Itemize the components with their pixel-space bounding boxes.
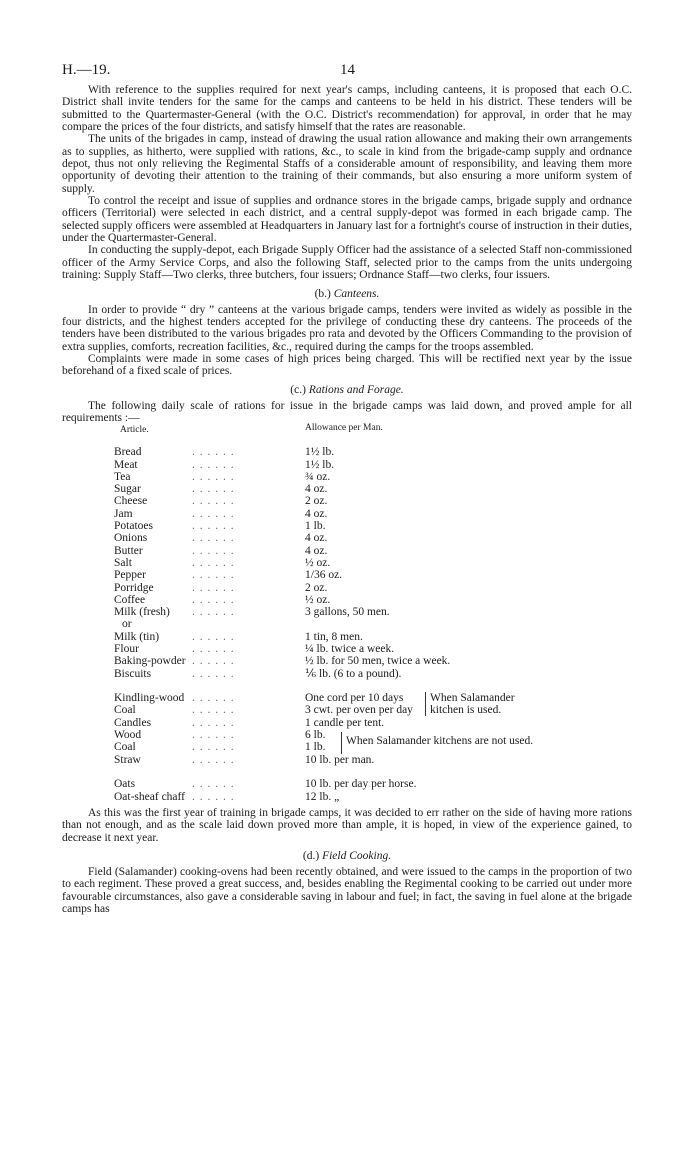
ration-allowance [305, 459, 595, 471]
ration-article: Pepper [114, 569, 146, 582]
ration-group-food [114, 446, 595, 618]
heading-title: Rations and Forage. [308, 383, 404, 396]
dot-leader: . . . . . . [192, 483, 235, 496]
dot-leader: . . . . . . [192, 643, 235, 655]
dot-leader: . . . . . . [192, 753, 235, 766]
ration-allowance-text: 2 oz. [305, 581, 328, 594]
dot-leader: . . . . . . [192, 655, 235, 668]
ration-allowance-text: ½ oz. [305, 556, 331, 569]
ration-row [114, 594, 595, 606]
paragraph: The following daily scale of rations for issue in the brigade camps was laid down, and proved ample for all requirements :— [62, 399, 632, 424]
intro-section [62, 84, 632, 282]
salamander-used-note: When Salamander kitchen is used. [425, 692, 540, 716]
ration-article: Candles [114, 716, 152, 729]
ration-allowance-text: ¼ lb. twice a week. [305, 643, 395, 655]
dot-leader: . . . . . . [192, 692, 235, 705]
ration-allowance-text: ½ oz. [305, 593, 331, 606]
ration-row [114, 495, 595, 507]
ration-article: Wood [114, 729, 142, 742]
ration-allowance [305, 717, 595, 729]
ration-article: Sugar [114, 483, 141, 496]
ration-row [114, 778, 595, 790]
ration-row [114, 508, 595, 520]
ration-allowance [305, 545, 595, 557]
ration-allowance [305, 495, 595, 507]
paragraph: Field (Salamander) cooking-ovens had been recently obtained, and were issued to the camps in the proportion of two to each regiment. These proved a great success, and, besides enabling the Regimental cooking to be carried out under more favourable circumstances, also gave a considerable saving in labour and fuel; in fact, the saving in fuel alone at the brigade camps has [62, 865, 632, 915]
ration-allowance-text: 4 oz. [305, 483, 328, 496]
ration-article: Potatoes [114, 520, 153, 533]
ration-allowance-text: 1½ lb. [305, 446, 335, 459]
ration-article: Salt [114, 556, 132, 569]
ration-allowance-text: 3 cwt. per oven per day [305, 704, 413, 717]
ration-scale-table [114, 424, 595, 803]
ration-article: Porridge [114, 581, 154, 594]
dot-leader: . . . . . . [192, 741, 235, 754]
ration-allowance-text: 10 lb. per day per horse. [305, 778, 417, 791]
ration-article: Tea [114, 470, 131, 483]
ration-article: Kindling-wood [114, 692, 185, 705]
ration-article: Oat-sheaf chaff [114, 790, 185, 803]
dot-leader: . . . . . . [192, 532, 235, 545]
canteens-heading [62, 288, 632, 300]
ration-article: Onions [114, 532, 148, 545]
page [62, 62, 632, 915]
ration-row [114, 655, 595, 667]
dot-leader: . . . . . . [192, 630, 235, 643]
ration-group-extra [114, 631, 595, 680]
ration-article: Baking-powder [114, 655, 186, 668]
ration-article: Milk (fresh) [114, 606, 170, 619]
paragraph: Complaints were made in some cases of high prices being charged. This will be rectified next year by the issue beforehand of a fixed scale of prices. [62, 352, 632, 378]
ration-allowance [305, 754, 595, 766]
ration-allowance-text: 1 tin, 8 men. [305, 630, 363, 643]
ration-allowance [305, 655, 595, 667]
ration-allowance-text: 4 oz. [305, 544, 328, 557]
ration-allowance-text: 2 oz. [305, 495, 328, 508]
ration-row [114, 668, 595, 680]
document-id: H.—19. [62, 62, 111, 78]
ration-allowance-text: 4 oz. [305, 507, 328, 520]
dot-leader: . . . . . . [192, 507, 235, 520]
ration-article: Straw [114, 753, 141, 766]
ration-allowance [305, 532, 595, 544]
ration-allowance-text: One cord per 10 days [305, 692, 404, 705]
ration-article: Butter [114, 544, 143, 557]
ration-allowance-text: ¾ oz. [305, 470, 331, 483]
ration-allowance-text: 1 candle per tent. [305, 716, 385, 729]
page-number: 14 [340, 62, 355, 78]
ration-row [114, 569, 595, 581]
ration-allowance-text: 12 lb. „ [305, 790, 340, 803]
rations-heading [62, 384, 632, 396]
ration-allowance [305, 508, 595, 520]
cooking-heading [62, 850, 632, 862]
ration-row [114, 545, 595, 557]
ration-allowance-text: 3 gallons, 50 men. [305, 606, 390, 619]
paragraph: In order to provide “ dry ” canteens at the various brigade camps, tenders were invited as widely as possible in the four districts, and the highest tenders accepted for the privilege of conducting these dry canteens. The proceeds of the tenders have been distributed to the various brigades pro rata and devoted by the Officers Commanding to the provision of extra supplies, comforts, recreation facilities, &c., required during the camps for the troops assembled. [62, 303, 632, 353]
paragraph: In conducting the supply-depot, each Brigade Supply Officer had the assistance of a selected Staff non-commissioned officer of the Army Service Corps, and also the following Staff, selected prior to the camps from the units undergoing training: Supply Staff—Two clerks, three butchers, four issuers; Ordnance Staff—two clerks, four issuers. [62, 244, 632, 282]
paragraph: To control the receipt and issue of supplies and ordnance stores in the brigade camps, brigade supply and ordnance officers (Territorial) were selected in each district, and a central supply-depot was formed in each brigade camp. The selected supply officers were assembled at Headquarters in January last for a fortnight's course of instruction in their duties, under the Quartermaster-General. [62, 195, 632, 245]
ration-row [114, 692, 595, 704]
ration-row [114, 483, 595, 495]
column-header-article: Article. [120, 425, 149, 436]
or-label: or [122, 618, 132, 631]
dot-leader: . . . . . . [192, 716, 235, 729]
ration-row [114, 459, 595, 471]
ration-row [114, 791, 595, 803]
ration-group-fuel [114, 692, 595, 766]
ration-allowance-text: 4 oz. [305, 532, 328, 545]
page-header [62, 62, 632, 84]
dot-leader: . . . . . . [192, 667, 235, 680]
heading-prefix: (b.) [314, 287, 331, 300]
ration-article: Cheese [114, 495, 148, 508]
dot-leader: . . . . . . [192, 581, 235, 594]
ration-article: Oats [114, 778, 136, 791]
ration-row [114, 754, 595, 766]
dot-leader: . . . . . . [192, 495, 235, 508]
ration-row [114, 471, 595, 483]
salamander-not-used-note: When Salamander kitchens are not used. [341, 732, 533, 754]
ration-row [114, 582, 595, 594]
ration-allowance-text: 1 lb. [305, 741, 326, 754]
ration-allowance [305, 594, 595, 606]
ration-row [114, 557, 595, 569]
ration-article: Bread [114, 446, 142, 459]
dot-leader: . . . . . . [192, 470, 235, 483]
ration-article: Biscuits [114, 667, 152, 680]
ration-allowance-text: ⅙ lb. (6 to a pound). [305, 667, 402, 680]
ration-allowance [305, 446, 595, 458]
ration-article: Flour [114, 643, 139, 655]
heading-title: Field Cooking. [322, 849, 392, 862]
ration-group-forage [114, 778, 595, 803]
column-header-allowance: Allowance per Man. [305, 423, 383, 434]
dot-leader: . . . . . . [192, 778, 235, 791]
ration-article: Milk (tin) [114, 630, 160, 643]
ration-allowance [305, 791, 595, 803]
ration-allowance [305, 557, 595, 569]
dot-leader: . . . . . . [192, 704, 235, 717]
ration-allowance-text: 6 lb. [305, 729, 326, 742]
heading-prefix: (d.) [302, 849, 320, 862]
ration-allowance [305, 668, 595, 680]
ration-row [114, 446, 595, 458]
ration-row [114, 631, 595, 643]
ration-allowance [305, 631, 595, 643]
heading-title: Canteens. [333, 287, 380, 300]
dot-leader: . . . . . . [192, 729, 235, 742]
ration-row [114, 717, 595, 729]
ration-row [114, 643, 595, 655]
dot-leader: . . . . . . [192, 556, 235, 569]
ration-article: Coal [114, 704, 136, 717]
ration-article: Meat [114, 458, 138, 471]
ration-allowance-text: 1½ lb. [305, 458, 335, 471]
ration-allowance-text: 10 lb. per man. [305, 753, 375, 766]
ration-row [114, 729, 595, 741]
paragraph: The units of the brigades in camp, instead of drawing the usual ration allowance and making their own arrangements as to supplies, as hitherto, were supplied with rations, &c., to scale in kind from the brigade-camp supply and ordnance depot, thus not only relieving the Regimental Staffs of a considerable amount of responsibility, and leaving them more opportunity of devoting their attention to the training of their commands, but also ensuring a more uniform system of supply. [62, 133, 632, 195]
ration-article: Coal [114, 741, 136, 754]
dot-leader: . . . . . . [192, 520, 235, 533]
dot-leader: . . . . . . [192, 446, 235, 459]
table-header-row [114, 424, 595, 446]
ration-row [114, 606, 595, 618]
or-row [114, 618, 595, 630]
ration-allowance-text: 1/36 oz. [305, 569, 343, 582]
ration-row [114, 520, 595, 532]
dot-leader: . . . . . . [192, 569, 235, 582]
ration-allowance [305, 606, 595, 618]
ration-allowance [305, 483, 595, 495]
ration-allowance [305, 643, 595, 655]
ration-allowance [305, 471, 595, 483]
ration-article: Coffee [114, 593, 146, 606]
paragraph: With reference to the supplies required for next year's camps, including canteens, it is proposed that each O.C. District shall invite tenders for the same for the camps and canteens to be held in his district. These tenders will be submitted to the Quartermaster-General (with the O.C. District's recommendation) for approval, in order that he may compare the prices of the four districts, and satisfy himself that the rates are reasonable. [62, 84, 632, 134]
ration-allowance [305, 778, 595, 790]
ration-allowance [305, 582, 595, 594]
dot-leader: . . . . . . [192, 544, 235, 557]
dot-leader: . . . . . . [192, 606, 235, 619]
ration-allowance [305, 569, 595, 581]
ration-allowance-text: ½ lb. for 50 men, twice a week. [305, 655, 451, 668]
heading-prefix: (c.) [290, 383, 306, 396]
ration-article: Jam [114, 507, 133, 520]
dot-leader: . . . . . . [192, 593, 235, 606]
ration-row [114, 532, 595, 544]
dot-leader: . . . . . . [192, 458, 235, 471]
ration-allowance [305, 520, 595, 532]
dot-leader: . . . . . . [192, 790, 235, 803]
ration-allowance-text: 1 lb. [305, 520, 326, 533]
paragraph: As this was the first year of training in brigade camps, it was decided to err rather on the side of having more rations than not enough, and as the scale laid down proved more than ample, it is hoped, in view of the experience gained, to decrease it next year. [62, 806, 632, 844]
